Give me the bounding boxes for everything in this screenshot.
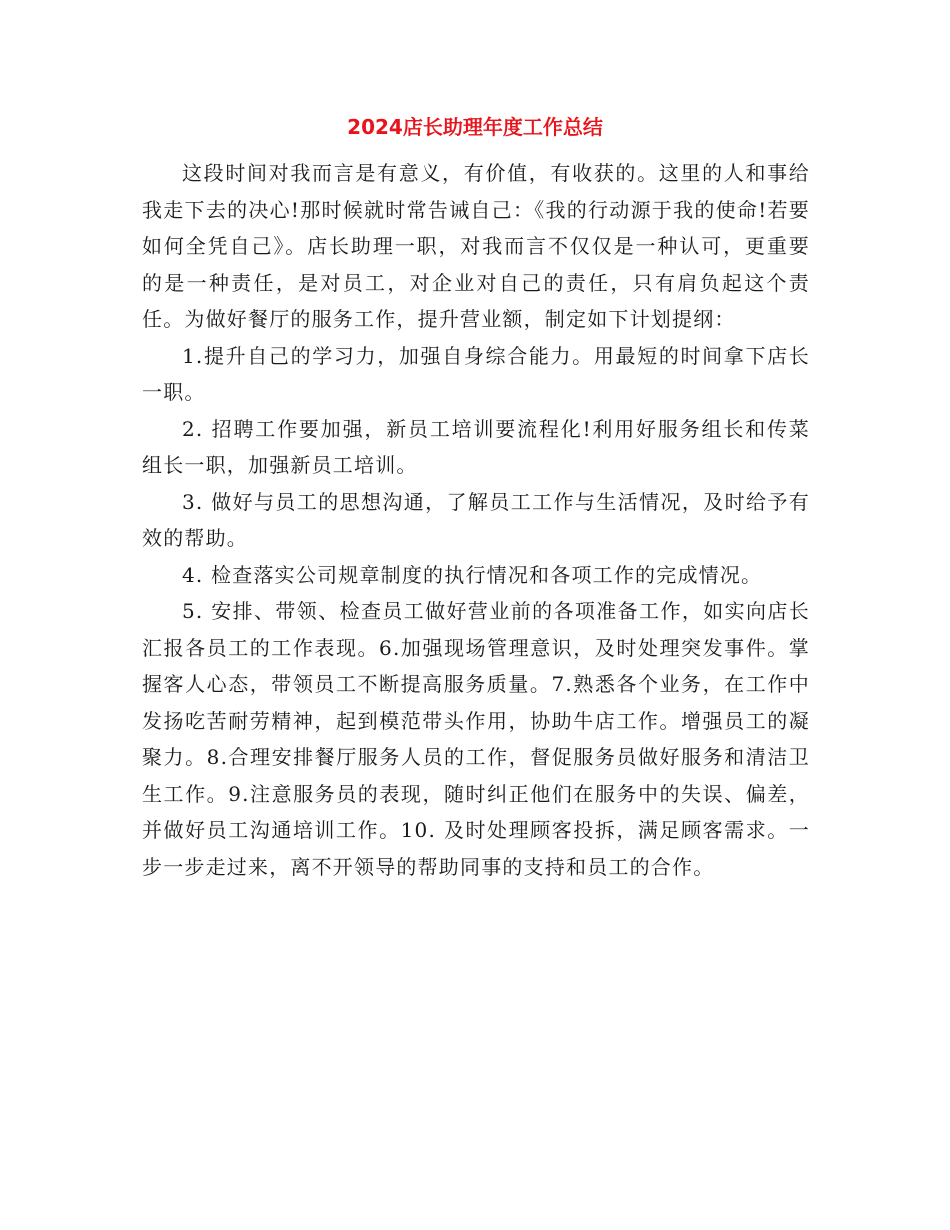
document-title: 2024店长助理年度工作总结: [347, 115, 603, 139]
plan-item-5-to-10: 5. 安排、带领、检查员工做好营业前的各项准备工作，如实向店长汇报各员工的工作表现。6.加强现场管理意识，及时处理突发事件。掌握客人心态，带领员工不断提高服务质量。7.熟悉各个业务，在工作中发扬吃苦耐劳精神，起到模范带头作用，协助牛店工作。增强员工的凝聚力。8.合理安排餐厅服务人员的工作，督促服务员做好服务和清洁卫生工作。9.注意服务员的表现，随时纠正他们在服务中的失误、偏差，并做好员工沟通培训工作。10. 及时处理顾客投拆，满足顾客需求。一步一步走过来，离不开领导的帮助同事的支持和员工的合作。: [142, 599, 810, 879]
plan-item-1: 1.提升自己的学习力，加强自身综合能力。用最短的时间拿下店长一职。: [142, 343, 810, 404]
plan-item-3: 3. 做好与员工的思想沟通，了解员工工作与生活情况，及时给予有效的帮助。: [142, 489, 810, 550]
document-body: [142, 155, 810, 885]
intro-paragraph: 这段时间对我而言是有意义，有价值，有收获的。这里的人和事给我走下去的决心!那时候就时常告诫自己：《我的行动源于我的使命!若要如何全凭自己》。店长助理一职，对我而言不仅仅是一种认可，更重要的是一种责任，是对员工，对企业对自己的责任，只有肩负起这个责任。为做好餐厅的服务工作，提升营业额，制定如下计划提纲：: [142, 161, 810, 331]
plan-item-4: 4. 检查落实公司规章制度的执行情况和各项工作的完成情况。: [182, 562, 763, 587]
plan-item-2: 2. 招聘工作要加强，新员工培训要流程化!利用好服务组长和传菜组长一职，加强新员工培训。: [142, 416, 810, 477]
